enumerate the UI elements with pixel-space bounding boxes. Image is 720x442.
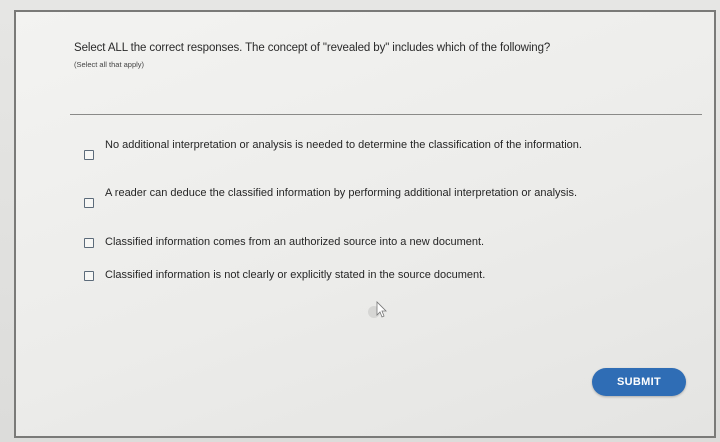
checkbox-icon[interactable] <box>84 198 94 208</box>
answer-option-label: Classified information comes from an authorized source into a new document. <box>105 236 485 248</box>
checkbox-icon[interactable] <box>84 271 94 281</box>
answer-option[interactable] <box>84 186 640 208</box>
divider <box>70 114 702 115</box>
answer-option[interactable] <box>84 138 640 160</box>
question-hint: (Select all that apply) <box>74 60 145 69</box>
checkbox-icon[interactable] <box>84 238 94 248</box>
answer-option[interactable] <box>84 235 640 250</box>
question-prompt: Select ALL the correct responses. The concept of "revealed by" includes which of the following? <box>74 42 551 54</box>
answer-option-label: A reader can deduce the classified information by performing additional interpretation or analysis. <box>105 187 578 199</box>
answer-option-label: Classified information is not clearly or explicitly stated in the source document. <box>105 269 486 281</box>
checkbox-icon[interactable] <box>84 150 94 160</box>
answer-option[interactable] <box>84 268 640 283</box>
pointer-cursor-icon <box>368 300 388 327</box>
submit-button[interactable]: SUBMIT <box>592 368 686 396</box>
answer-option-label: No additional interpretation or analysis is needed to determine the classification of the information. <box>105 139 582 151</box>
